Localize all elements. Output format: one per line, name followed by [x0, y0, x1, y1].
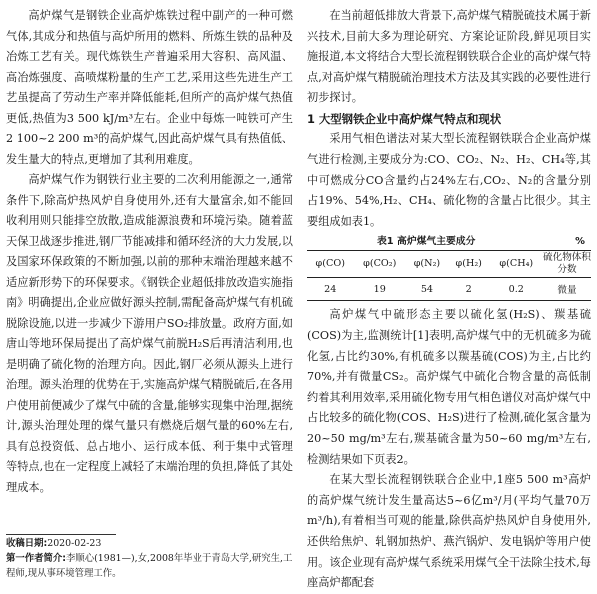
- table-cell: 2: [465, 283, 472, 295]
- author-note-value: 李顺心(1981—),女,2008年毕业于青岛大学,研究生,工程师,现从事环境管理工作。: [6, 553, 293, 579]
- received-date: [6, 536, 296, 551]
- table-header-cell: φ(CH₄): [499, 258, 534, 270]
- left-column: [6, 6, 293, 498]
- intro-paragraph-1: 高炉煤气是钢铁企业高炉炼铁过程中副产的一种可燃气体,其成分和热值与高炉所用的燃料、所炼生铁的品种及冶炼工艺有关。现代炼铁生产普遍采用大容积、高风温、高冶炼强度、高喷煤粉量的生产工艺,采用这些先进生产工艺虽提高了劳动生产率并降低能耗,但所产的高炉煤气热值更低,热值为3 500 kJ/m³左右。企业中每炼一吨铁可产生2 100~2 200 m³的高炉煤气,因此高炉煤气具有热值低、发生量大的特点,更增加了其利用难度。: [6, 9, 293, 166]
- section-heading: 1 大型钢铁企业中高炉煤气特点和现状: [307, 111, 502, 126]
- table-caption: [307, 234, 591, 249]
- table-row: [307, 278, 591, 301]
- received-date-label: 收稿日期:: [6, 538, 48, 549]
- received-date-value: 2020-02-23: [47, 538, 102, 549]
- sulfur-paragraph: 高炉煤气中硫形态主要以硫化氢(H₂S)、羰基硫(COS)为主,监测统计[1]表明,高炉煤气中的无机硫多为硫化氢,占比约30%,有机硫多以羰基硫(COS)为主,占比约70%,并有微量CS₂。高炉煤气中硫化合物含量的高低制约着其利用效率,采用硫化物专用气相色谱仪对高炉煤气中占比较多的硫化物(COS、H₂S)进行了检测,硫化氢含量为20~50 mg/m³左右,羰基硫含量为50~60 mg/m³左右,检测结果如下页表2。: [307, 308, 591, 466]
- table-cell: 微量: [557, 285, 577, 297]
- table-cell: 19: [373, 283, 386, 295]
- table-header-cell: φ(CO₂): [363, 258, 397, 270]
- usage-paragraph: 在某大型长流程钢铁联合企业中,1座5 500 m³高炉的高炉煤气统计发生量高达5~6亿m³/月(平均气量70万m³/h),有着相当可观的能量,除供高炉热风炉自身使用外,还供给焦炉、轧钢加热炉、燕汽锅炉、发电锅炉等用户使用。该企业现有高炉煤气系统采用煤气全干法除尘技术,每座高炉都配套: [307, 473, 591, 590]
- author-note-label: 第一作者简介:: [6, 553, 66, 564]
- footnote-divider: [6, 534, 116, 535]
- table-header-cell: φ(CO): [315, 258, 345, 270]
- table-header-row: [307, 251, 591, 278]
- background-paragraph: 在当前超低排放大背景下,高炉煤气精脱硫技术属于新兴技术,目前大多为理论研究、方案论证阶段,鲜见项目实施报道,本文将结合大型长流程钢铁联合企业的高炉煤气特点,对高炉煤气精脱硫治理技术方法及其实践的必要性进行初步探讨。: [307, 9, 591, 105]
- table-header-cell: φ(N₂): [413, 258, 441, 270]
- composition-paragraph: 采用气相色谱法对某大型长流程钢铁联合企业高炉煤气进行检测,主要成分为:CO、CO₂、N₂、H₂、CH₄等,其中可燃成分CO含量约占24%左右,CO₂、N₂的含量分别占19%、54%,H₂、CH₄、硫化物的含量占比很少。其主要组成如表1。: [307, 132, 591, 228]
- intro-paragraph-2: 高炉煤气作为钢铁行业主要的二次利用能源之一,通常条件下,除高炉热风炉自身使用外,还有大量富余,如不能回收利用则只能排空放散,造成能源浪费和环境污染。随着蓝天保卫战逐步推进,钢厂节能减排和循环经济的大力发展,以及国家环保政策的不断加强,以前的那种末端治理越来越不适应新形势下的环保要求。《钢铁企业超低排放改造实施指南》明确提出,企业应做好源头控制,需配备高炉煤气有机硫脱除设施,以进一步减少下游用户SO₂排放量。政府方面,如唐山等地环保局提出了高炉煤气前脱H₂S后再清洁利用,也是明确了硫化物的治理方向。因此,钢厂必须从源头上进行治理。源头治理的优势在于,实施高炉煤气精脱硫后,在各用户使用前便减少了煤气中硫的含量,能够实现集中治理,据统计,源头治理处理的煤气量只有燃烧后烟气量的60%左右,具有总投资低、总占地小、运行成本低、利于集中式管理等特点,也在一定程度上减轻了末端治理的负担,降低了其处理成本。: [6, 173, 293, 494]
- gas-composition-table: [307, 250, 591, 301]
- table-caption-title: 表1 高炉煤气主要成分: [377, 236, 476, 248]
- table-header-cell: φ(H₂): [455, 258, 482, 270]
- table-cell: 54: [420, 283, 434, 295]
- right-column: [307, 6, 591, 594]
- table-cell: 24: [324, 283, 337, 295]
- table-cell: 0.2: [508, 283, 524, 295]
- table-header-cell: 硫化物体积分数: [543, 252, 591, 276]
- table-caption-unit: %: [575, 236, 585, 248]
- author-note: [6, 551, 296, 581]
